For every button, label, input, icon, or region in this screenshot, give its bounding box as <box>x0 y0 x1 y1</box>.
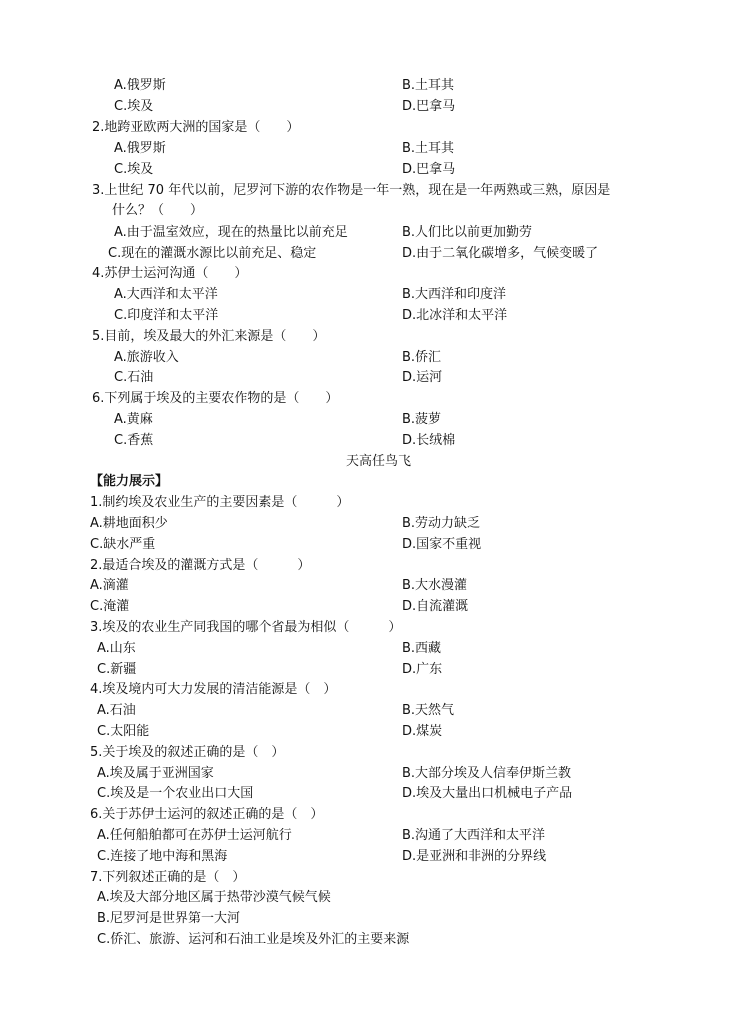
s2-q3-option-d: D.广东 <box>402 662 443 677</box>
s2-q7-stem: 7.下列叙述正确的是（ ） <box>90 870 246 885</box>
page-banner: 天高任鸟飞 <box>346 454 412 469</box>
s1-q3-option-c: C.现在的灌溉水源比以前充足、稳定 <box>108 246 317 261</box>
s1-q6-stem: 6.下列属于埃及的主要农作物的是（ ） <box>92 391 339 406</box>
s1-q2-option-a: A.俄罗斯 <box>114 141 166 156</box>
s2-q7-option-c: C.侨汇、旅游、运河和石油工业是埃及外汇的主要来源 <box>97 932 410 947</box>
s2-q6-option-d: D.是亚洲和非洲的分界线 <box>402 849 547 864</box>
s1-q1-option-b: B.土耳其 <box>402 78 455 93</box>
s1-q6-option-a: A.黄麻 <box>114 412 153 427</box>
s2-q2-option-c: C.淹灌 <box>90 599 130 614</box>
section-title: 【能力展示】 <box>90 474 169 489</box>
s1-q3-option-d: D.由于二氧化碳增多，气候变暖了 <box>402 246 599 261</box>
s1-q2-option-c: C.埃及 <box>114 162 154 177</box>
s1-q4-option-b: B.大西洋和印度洋 <box>402 287 507 302</box>
s2-q4-option-c: C.太阳能 <box>97 724 150 739</box>
s2-q4-option-d: D.煤炭 <box>402 724 443 739</box>
s2-q1-option-a: A.耕地面积少 <box>90 516 168 531</box>
s2-q5-option-b: B.大部分埃及人信奉伊斯兰教 <box>402 766 572 781</box>
s2-q3-stem: 3.埃及的农业生产同我国的哪个省最为相似（ ） <box>90 620 402 635</box>
s2-q3-option-b: B.西藏 <box>402 641 442 656</box>
s2-q4-stem: 4.埃及境内可大力发展的清洁能源是（ ） <box>90 682 337 697</box>
s1-q6-option-c: C.香蕉 <box>114 433 154 448</box>
s1-q5-option-d: D.运河 <box>402 370 443 385</box>
s2-q3-option-a: A.山东 <box>97 641 136 656</box>
s2-q5-option-a: A.埃及属于亚洲国家 <box>97 766 214 781</box>
s1-q1-option-a: A.俄罗斯 <box>114 78 166 93</box>
s2-q4-option-a: A.石油 <box>97 703 136 718</box>
s2-q1-stem: 1.制约埃及农业生产的主要因素是（ ） <box>90 495 350 510</box>
s2-q7-option-b: B.尼罗河是世界第一大河 <box>97 911 241 926</box>
s2-q1-option-b: B.劳动力缺乏 <box>402 516 481 531</box>
s1-q3-option-a: A.由于温室效应，现在的热量比以前充足 <box>114 225 348 240</box>
s2-q2-option-b: B.大水漫灌 <box>402 578 468 593</box>
s1-q2-option-b: B.土耳其 <box>402 141 455 156</box>
s1-q4-option-c: C.印度洋和太平洋 <box>114 308 219 323</box>
s1-q5-stem: 5.目前，埃及最大的外汇来源是（ ） <box>92 329 326 344</box>
s2-q6-option-b: B.沟通了大西洋和太平洋 <box>402 828 546 843</box>
s2-q7-option-a: A.埃及大部分地区属于热带沙漠气候气候 <box>97 890 331 905</box>
s2-q2-option-a: A.滴灌 <box>90 578 129 593</box>
s2-q6-stem: 6.关于苏伊士运河的叙述正确的是（ ） <box>90 807 324 822</box>
s2-q2-option-d: D.自流灌溉 <box>402 599 469 614</box>
s1-q3-stem-line1: 3.上世纪 70 年代以前，尼罗河下游的农作物是一年一熟，现在是一年两熟或三熟，原因是 <box>92 183 611 198</box>
s2-q6-option-a: A.任何船舶都可在苏伊士运河航行 <box>97 828 292 843</box>
s1-q4-option-d: D.北冰洋和太平洋 <box>402 308 508 323</box>
s2-q2-stem: 2.最适合埃及的灌溉方式是（ ） <box>90 558 311 573</box>
s1-q3-option-b: B.人们比以前更加勤劳 <box>402 225 533 240</box>
s1-q5-option-a: A.旅游收入 <box>114 350 179 365</box>
s1-q5-option-b: B.侨汇 <box>402 350 442 365</box>
s1-q4-option-a: A.大西洋和太平洋 <box>114 287 218 302</box>
s1-q2-stem: 2.地跨亚欧两大洲的国家是（ ） <box>92 120 300 135</box>
s1-q6-option-b: B.菠萝 <box>402 412 442 427</box>
s1-q3-stem-line2: 什么？（ ） <box>112 203 204 218</box>
s1-q2-option-d: D.巴拿马 <box>402 162 456 177</box>
s2-q1-option-c: C.缺水严重 <box>90 537 156 552</box>
s2-q3-option-c: C.新疆 <box>97 662 137 677</box>
s2-q5-stem: 5.关于埃及的叙述正确的是（ ） <box>90 745 285 760</box>
s2-q5-option-c: C.埃及是一个农业出口大国 <box>97 786 254 801</box>
s1-q4-stem: 4.苏伊士运河沟通（ ） <box>92 266 248 281</box>
s1-q1-option-c: C.埃及 <box>114 99 154 114</box>
s1-q6-option-d: D.长绒棉 <box>402 433 456 448</box>
s2-q5-option-d: D.埃及大量出口机械电子产品 <box>402 786 573 801</box>
s2-q1-option-d: D.国家不重视 <box>402 537 482 552</box>
s1-q5-option-c: C.石油 <box>114 370 154 385</box>
s2-q6-option-c: C.连接了地中海和黑海 <box>97 849 228 864</box>
s1-q1-option-d: D.巴拿马 <box>402 99 456 114</box>
s2-q4-option-b: B.天然气 <box>402 703 455 718</box>
